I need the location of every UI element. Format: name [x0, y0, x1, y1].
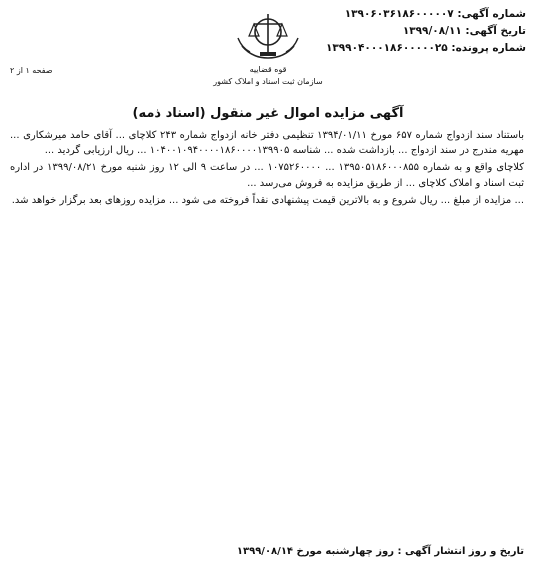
- organization-line1: قوه قضاییه: [249, 65, 287, 74]
- body-paragraph-3: ... مزایده از مبلغ ... ریال شروع و به بالاترین قیمت پیشنهادی نقداً فروخته می شود ... مزایده روزهای بعد برگزار خواهد شد.: [11, 194, 524, 206]
- publication-date: تاریخ و روز انتشار آگهی : روز چهارشنبه مورخ ۱۳۹۹/۰۸/۱۴: [236, 546, 524, 557]
- body-paragraph-2: کلاچای واقع و به شماره ۱۳۹۵۰۵۱۸۶۰۰۰۸۵۵ ... ۱۰۷۵۲۶۰۰۰۰ ... در ساعت ۹ الی ۱۲ روز شنبه مورخ ۱۳۹۹/۰۸/۲۱ در اداره ثبت اسناد و املاک کلاچای ... از طریق مزایده به فروش می‌رسد ...: [10, 162, 524, 189]
- page-indicator: صفحه ۱ از ۲: [10, 66, 53, 75]
- judiciary-emblem-icon: [232, 8, 304, 64]
- notice-date: تاریخ آگهی: ۱۳۹۹/۰۸/۱۱: [402, 25, 526, 37]
- notice-number: شماره آگهی: ۱۳۹۰۶۰۳۶۱۸۶۰۰۰۰۰۷: [344, 8, 526, 20]
- document-title: آگهی مزایده اموال غیر منقول (اسناد ذمه): [132, 106, 404, 121]
- organization-name: [206, 64, 330, 88]
- document-body: [10, 128, 524, 210]
- body-paragraph-1: باستناد سند ازدواج شماره ۶۵۷ مورخ ۱۳۹۴/۰۱/۱۱ تنظیمی دفتر خانه ازدواج شماره ۲۴۳ کلاچای ... آقای حامد میرشکاری ... مهریه مندرج در سند ازدواج ... بازداشت شده ... شناسه ۱۰۴۰۰۱۰۹۴۰۰۰۰۱۸۶۰۰۰۰۱۳۹۹۰۵ ... ریال ارزیابی گردید ...: [10, 130, 524, 157]
- notice-header: [316, 6, 526, 57]
- case-number: شماره پرونده: ۱۳۹۹۰۴۰۰۰۱۸۶۰۰۰۰۰۲۵: [325, 42, 526, 54]
- organization-line2: سازمان ثبت اسناد و املاک کشور: [213, 77, 323, 86]
